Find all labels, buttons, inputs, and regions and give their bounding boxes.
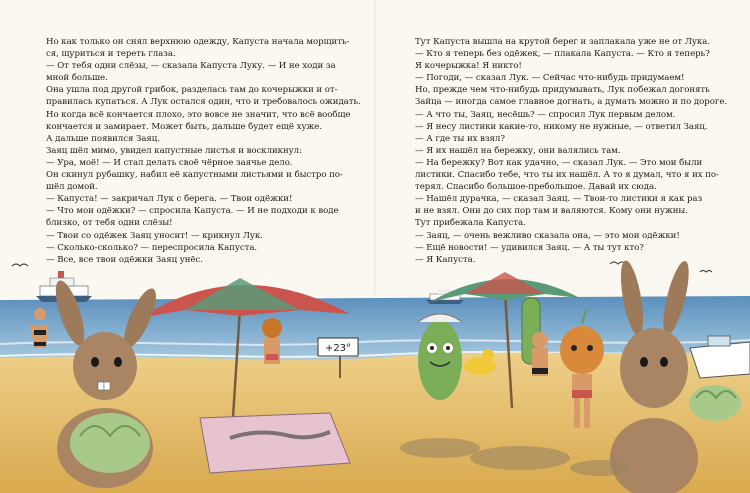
right-hare bbox=[610, 259, 698, 493]
text-line: — Ура, моё! — И стал делать своё чёрное заячье дело. bbox=[46, 157, 293, 168]
text-line: Тут Капуста вышла на крутой берег и заплакала уже не от Лука. bbox=[415, 37, 710, 47]
text-line: кончается и замирает. Может быть, дальше будет ещё хуже. bbox=[46, 121, 323, 132]
beach-illustration bbox=[0, 258, 750, 493]
text-line: терял. Спасибо большое-пребольшое. Давай их сюда. bbox=[415, 182, 657, 193]
text-line: правилась купаться. А Лук остался один, что и требовалось ожидать. bbox=[46, 97, 361, 108]
text-line: — А что ты, Заяц, несёшь? — спросил Лук первым делом. bbox=[415, 109, 676, 120]
text-line: — Капуста! — закричал Лук с берега. — Твои одёжки! bbox=[46, 194, 293, 205]
text-line: — От тебя одни слёзы, — сказала Капуста Луку. — И не ходи за bbox=[46, 61, 336, 72]
text-line: — Заяц, — очень вежливо сказала она, — это мои одёжки! bbox=[415, 230, 680, 241]
text-line: близко, от тебя одни слёзы! bbox=[46, 218, 173, 229]
onion-boy-small bbox=[262, 318, 282, 364]
right-page-text bbox=[405, 36, 730, 266]
text-line: — А где ты их взял? bbox=[415, 133, 505, 144]
text-line: Но, прежде чем что-нибудь придумывать, Лук побежал догонять bbox=[415, 85, 710, 96]
text-line: — На бережку? Вот как удачно, — сказал Лук. — Это мои были bbox=[415, 157, 703, 168]
text-line: — Я Капуста. bbox=[415, 254, 476, 265]
text-line: — Твои со одёжек Заяц уносит! — крикнул Лук. bbox=[46, 230, 263, 241]
sign-text: +23° bbox=[324, 343, 352, 354]
text-line: Зайца — иногда самое главное догнать, а думать можно и по дороге. bbox=[415, 97, 728, 108]
text-line: Он скинул рубашку, набил её капустными листьями и быстро по- bbox=[46, 170, 343, 181]
text-line: листики. Спасибо тебе, что ты их нашёл. А то я думал, что я их по- bbox=[415, 170, 719, 181]
cabbage-pile bbox=[689, 385, 741, 421]
text-line: Тут прибежала Капуста. bbox=[415, 218, 526, 229]
text-line: — Погоди, — сказал Лук. — Сейчас что-нибудь придумаем! bbox=[415, 73, 685, 84]
child-swimmer bbox=[532, 332, 548, 376]
text-line: Но когда всё кончается плохо, это вовсе не значит, что всё вообще bbox=[46, 109, 351, 120]
text-line: А дальше появился Заяц. bbox=[46, 133, 160, 144]
left-page-text bbox=[36, 36, 366, 266]
text-line: ся, щуриться и тереть глаза. bbox=[46, 49, 176, 60]
towel bbox=[200, 413, 350, 473]
text-line: — Я несу листики какие-то, никому не нужные, — ответил Заяц. bbox=[415, 121, 708, 132]
text-line: — Ещё новости! — удивился Заяц. — А ты тут кто? bbox=[415, 242, 644, 253]
text-line: Заяц шёл мимо, увидел капустные листья и воскликнул: bbox=[46, 145, 302, 156]
text-line: — Сколько-сколько? — переспросила Капуста. bbox=[46, 242, 258, 253]
text-line: Я кочерыжка! Я никто! bbox=[415, 61, 522, 72]
text-line: — Что мои одёжки? — спросила Капуста. — И не подходи к воде bbox=[46, 206, 339, 217]
text-line: — Я их нашёл на бережку, они валялись там. bbox=[415, 145, 621, 156]
text-line: — Нашёл дурачка, — сказал Заяц. — Твои-то листики я как раз bbox=[415, 194, 703, 205]
text-line: и не взял. Они до сих пор там и валяются. Кому они нужны. bbox=[415, 206, 688, 217]
text-line: — Кто я теперь без одёжек, — плакала Капуста. — Кто я теперь? bbox=[415, 49, 710, 60]
text-line: Она ушла под другой грибок, разделась там до кочерыжки и от- bbox=[46, 85, 338, 96]
text-line: шёл домой. bbox=[46, 182, 98, 193]
text-line: мной больше. bbox=[46, 73, 108, 84]
seagulls bbox=[12, 262, 712, 272]
text-line: Но как только он снял верхнюю одежду, Капуста начала морщить- bbox=[46, 37, 350, 47]
text-line: — Все, все твои одёжки Заяц унёс. bbox=[46, 254, 203, 265]
